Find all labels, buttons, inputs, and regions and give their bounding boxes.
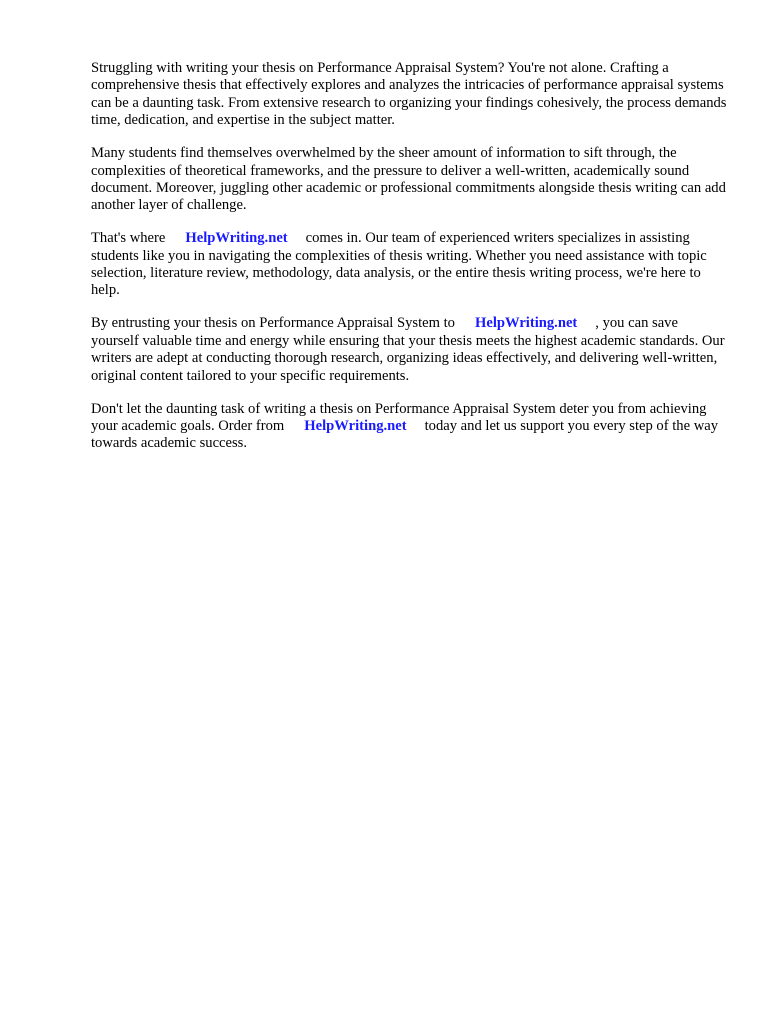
paragraph-service-text: comes in. Our team of experienced writers specializes in assisting students like you in navigating the complexities of thesis writing. Whether you need assistance with topic selection, literature review, methodology, data analysis, or the entire thesis writing process, we're here to help. [91,230,707,299]
paragraph-challenges [91,145,727,215]
helpwriting-link[interactable]: HelpWriting.net [474,315,578,332]
paragraph-entrust [91,315,727,385]
paragraph-service-lead: That's where [91,230,166,247]
paragraph-cta-text: today and let us support you every step of the way towards academic success. [91,417,719,452]
paragraph-cta [91,401,727,453]
paragraph-challenges-text: Many students find themselves overwhelmed by the sheer amount of information to sift through, the complexities of theoretical frameworks, and the pressure to deliver a well-written, academically sound document. Moreover, juggling other academic or professional commitments alongside thesis writing can add another layer of challenge. [91,145,726,214]
paragraph-intro [91,60,727,130]
paragraph-entrust-lead: By entrusting your thesis on Performance Appraisal System to [91,315,455,332]
paragraph-cta-lead: Don't let the daunting task of writing a thesis on Performance Appraisal System deter you from achieving your academic goals. Order from [91,400,707,434]
helpwriting-link[interactable]: HelpWriting.net [304,417,407,434]
paragraph-intro-text: Struggling with writing your thesis on Performance Appraisal System? You're not alone. Crafting a comprehensive thesis that effectively explores and analyzes the intricacies of performance appraisal systems can be a daunting task. From extensive research to organizing your findings cohesively, the process demands time, dedication, and expertise in the subject matter. [91,60,727,129]
helpwriting-link[interactable]: HelpWriting.net [185,230,288,247]
paragraph-service [91,230,727,300]
document-page [91,60,727,468]
paragraph-entrust-text: , you can save yourself valuable time and energy while ensuring that your thesis meets the highest academic standards. Our writers are adept at conducting thorough research, organizing ideas effectively, and delivering well-written, original content tailored to your specific requirements. [91,315,725,384]
